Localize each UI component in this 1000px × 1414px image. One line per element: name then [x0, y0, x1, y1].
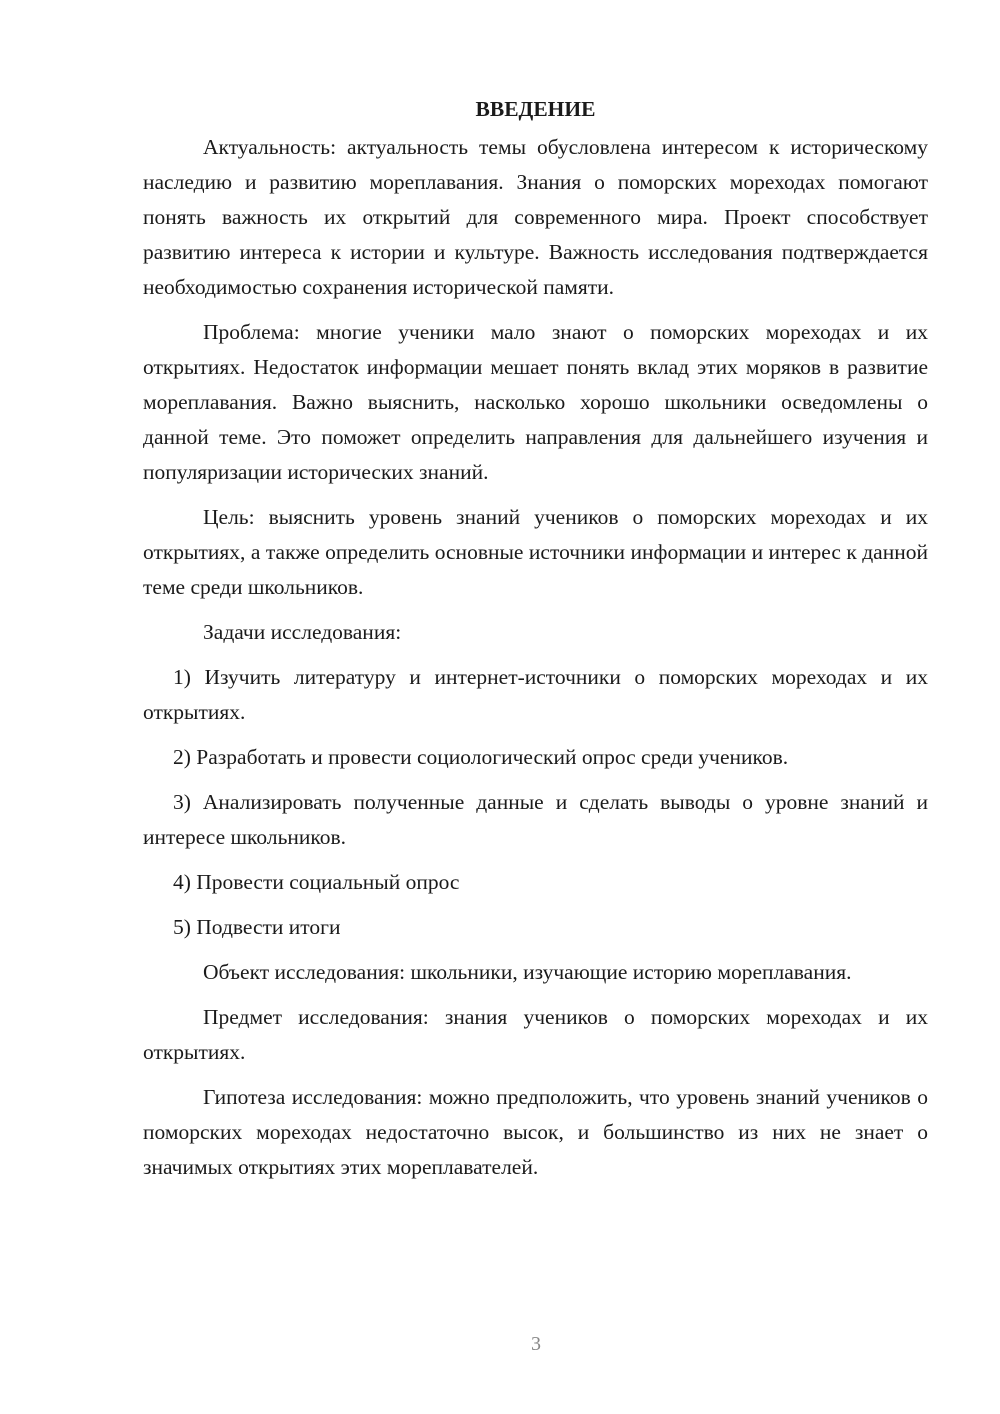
document-page	[143, 92, 928, 1185]
paragraph-goal: Цель: выяснить уровень знаний учеников о поморских мореходах и их открытиях, а также определить основные источники информации и интерес к данной теме среди школьников.	[143, 505, 928, 599]
paragraph-problem: Проблема: многие ученики мало знают о поморских мореходах и их открытиях. Недостаток информации мешает понять вклад этих моряков в развитие мореплавания. Важно выяснить, насколько хорошо школьники осведомлены о данной теме. Это поможет определить направления для дальнейшего изучения и популяризации исторических знаний.	[143, 320, 928, 484]
task-item-5: 5) Подвести итоги	[173, 915, 341, 939]
paragraph-subject: Предмет исследования: знания учеников о поморских мореходах и их открытиях.	[143, 1005, 928, 1064]
document-title: ВВЕДЕНИЕ	[475, 97, 596, 121]
task-item-4: 4) Провести социальный опрос	[173, 870, 460, 894]
task-item-2: 2) Разработать и провести социологический опрос среди учеников.	[173, 745, 789, 769]
paragraph-tasks-heading: Задачи исследования:	[203, 620, 402, 644]
page-number: 3	[531, 1333, 541, 1355]
paragraph-object: Объект исследования: школьники, изучающие историю мореплавания.	[203, 960, 852, 984]
paragraph-hypothesis: Гипотеза исследования: можно предположить, что уровень знаний учеников о поморских мореходах недостаточно высок, и большинство из них не знает о значимых открытиях этих мореплавателей.	[143, 1085, 928, 1179]
task-item-3: 3) Анализировать полученные данные и сделать выводы о уровне знаний и интересе школьников.	[143, 790, 928, 849]
task-item-1: 1) Изучить литературу и интернет-источники о поморских мореходах и их открытиях.	[143, 665, 928, 724]
paragraph-relevance: Актуальность: актуальность темы обусловлена интересом к историческому наследию и развитию мореплавания. Знания о поморских мореходах помогают понять важность их открытий для современного мира. Проект способствует развитию интереса к истории и культуре. Важность исследования подтверждается необходимостью сохранения исторической памяти.	[143, 135, 928, 299]
